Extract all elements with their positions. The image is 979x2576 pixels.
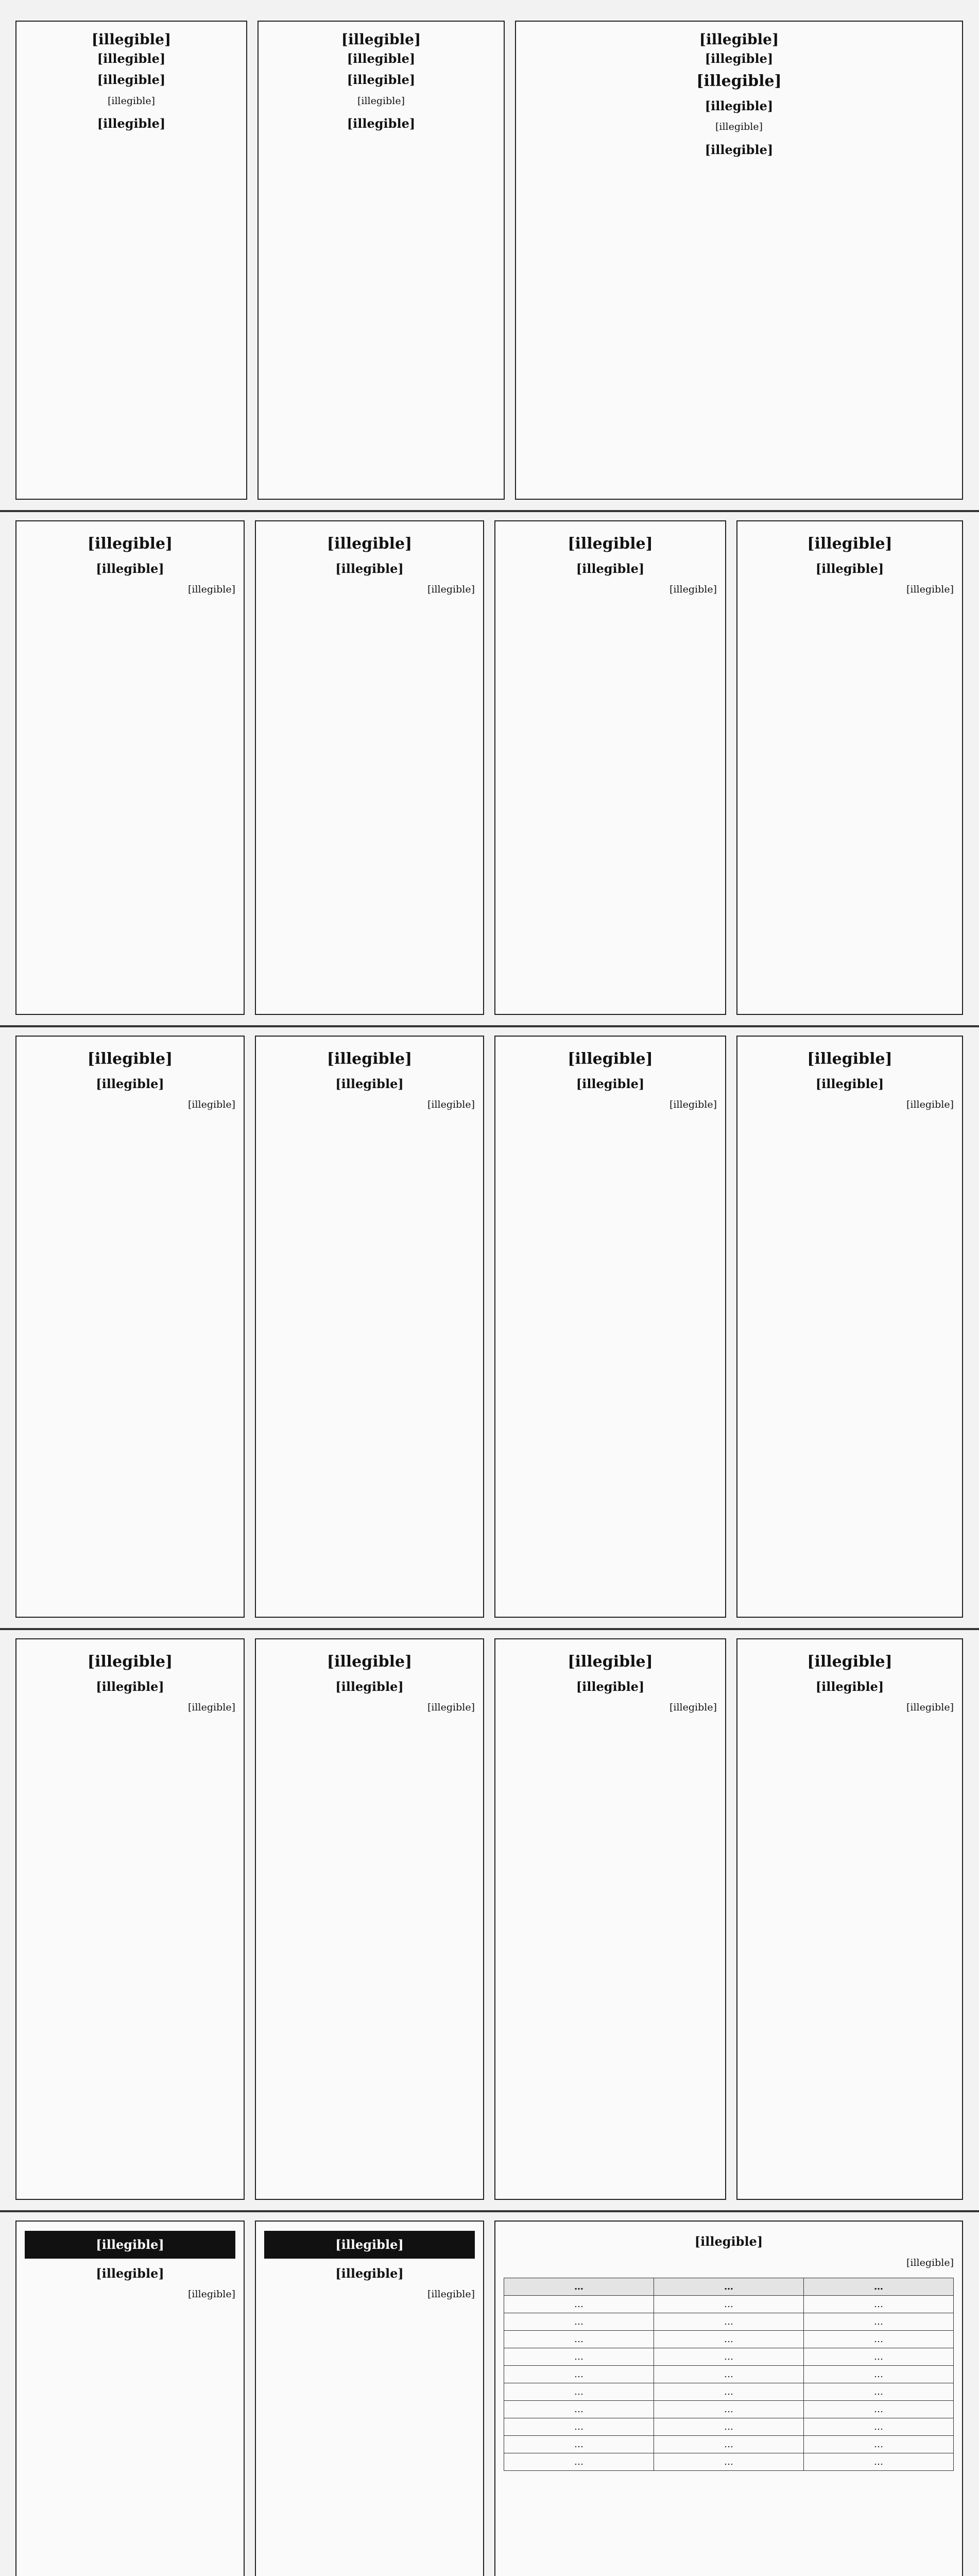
notice-row2-2-heading: [illegible]	[568, 535, 653, 553]
notice-row4-4-heading: [illegible]	[87, 1653, 173, 1671]
items-table-header-qty: …	[654, 2278, 804, 2296]
notice-lower-2	[15, 2221, 245, 2576]
notice-row4-4	[15, 1638, 245, 2200]
notice-row4-1-case: [illegible]	[815, 1679, 884, 1694]
notice-lower-1-banner: [illegible]	[264, 2231, 475, 2259]
notice-row1-3-ministry: [illegible]	[91, 31, 171, 48]
notice-row3-1	[736, 1036, 963, 1618]
items-table-header-item: …	[804, 2278, 954, 2296]
notice-row1-3-heading: [illegible]	[97, 72, 166, 87]
notice-row4-1	[736, 1638, 963, 2200]
notice-lower-1-body: [illegible]	[427, 2289, 475, 2300]
notice-row3-2	[494, 1036, 726, 1618]
notice-row4-3-case: [illegible]	[335, 1679, 404, 1694]
auction-body: [illegible]	[715, 121, 763, 133]
notice-row1-3	[15, 21, 247, 500]
table-row: … … …	[504, 2453, 954, 2471]
notice-row3-2-body: [illegible]	[669, 1099, 717, 1111]
notice-row3-3	[255, 1036, 484, 1618]
notice-row4-3	[255, 1638, 484, 2200]
notice-row1-3-dept: [illegible]	[97, 51, 166, 66]
notice-row3-1-heading: [illegible]	[807, 1050, 892, 1068]
table-row: … … …	[504, 2366, 954, 2383]
notice-row4-2-body: [illegible]	[669, 1702, 717, 1714]
notice-row4-1-heading: [illegible]	[807, 1653, 892, 1671]
long-announcement	[494, 2221, 963, 2576]
divider-2	[0, 1025, 979, 1027]
notice-row1-3-body: [illegible]	[107, 95, 156, 107]
notice-row4-3-heading: [illegible]	[327, 1653, 413, 1671]
department-title: [illegible]	[705, 51, 774, 66]
notice-row4-1-body: [illegible]	[906, 1702, 954, 1714]
table-row: … … …	[504, 2418, 954, 2436]
notice-row4-2-heading: [illegible]	[568, 1653, 653, 1671]
divider-4	[0, 2210, 979, 2212]
notice-row3-4-heading: [illegible]	[87, 1050, 173, 1068]
notice-row1-3-signature: [illegible]	[97, 116, 166, 131]
notice-row2-3	[255, 520, 484, 1015]
notice-lower-2-banner: [illegible]	[25, 2231, 235, 2259]
table-row: … … …	[504, 2348, 954, 2366]
table-row: … … …	[504, 2331, 954, 2348]
notice-row1-2-heading: [illegible]	[347, 72, 416, 87]
notice-lower-2-case: [illegible]	[96, 2265, 164, 2281]
notice-row3-4-body: [illegible]	[187, 1099, 235, 1111]
table-row: … … …	[504, 2296, 954, 2313]
auction-signature: [illegible]	[705, 142, 774, 157]
notice-row3-1-case: [illegible]	[815, 1076, 884, 1091]
notice-row2-1-heading: [illegible]	[807, 535, 892, 553]
auction-heading: [illegible]	[696, 72, 782, 90]
notice-row4-2	[494, 1638, 726, 2200]
divider-1	[0, 510, 979, 512]
notice-row2-1-body: [illegible]	[906, 584, 954, 596]
long-announcement-body: [illegible]	[906, 2257, 954, 2268]
notice-row3-4-case: [illegible]	[96, 1076, 164, 1091]
notice-row1-2-ministry: [illegible]	[341, 31, 421, 48]
auction-case: [illegible]	[705, 98, 774, 113]
notice-row3-3-body: [illegible]	[427, 1099, 475, 1111]
ministry-title: [illegible]	[699, 31, 779, 48]
auction-notice	[515, 21, 963, 500]
notice-row1-2-body: [illegible]	[357, 95, 405, 107]
items-table	[504, 2278, 954, 2471]
notice-row3-4	[15, 1036, 245, 1618]
notice-lower-2-body: [illegible]	[187, 2289, 235, 2300]
notice-row4-4-body: [illegible]	[187, 1702, 235, 1714]
notice-row2-4-heading: [illegible]	[87, 535, 173, 553]
notice-row4-4-case: [illegible]	[96, 1679, 164, 1694]
notice-row2-3-case: [illegible]	[335, 561, 404, 576]
notice-row2-1-case: [illegible]	[815, 561, 884, 576]
notice-row3-3-heading: [illegible]	[327, 1050, 413, 1068]
notice-row3-2-case: [illegible]	[576, 1076, 645, 1091]
notice-row2-4-case: [illegible]	[96, 561, 164, 576]
notice-row2-4	[15, 520, 245, 1015]
table-row: … … …	[504, 2313, 954, 2331]
notice-row3-1-body: [illegible]	[906, 1099, 954, 1111]
items-table-header-price: …	[504, 2278, 654, 2296]
notice-row2-4-body: [illegible]	[187, 584, 235, 596]
notice-row4-2-case: [illegible]	[576, 1679, 645, 1694]
notice-row3-3-case: [illegible]	[335, 1076, 404, 1091]
notice-lower-1-case: [illegible]	[335, 2265, 404, 2281]
notice-row2-3-heading: [illegible]	[327, 535, 413, 553]
notice-row3-2-heading: [illegible]	[568, 1050, 653, 1068]
notice-row2-1	[736, 520, 963, 1015]
notice-row1-2	[257, 21, 505, 500]
notice-row2-2-case: [illegible]	[576, 561, 645, 576]
notice-row4-3-body: [illegible]	[427, 1702, 475, 1714]
notice-row1-2-dept: [illegible]	[347, 51, 416, 66]
divider-3	[0, 1628, 979, 1630]
notice-row2-3-body: [illegible]	[427, 584, 475, 596]
table-row: … … …	[504, 2401, 954, 2418]
notice-row1-2-signature: [illegible]	[347, 116, 416, 131]
notice-lower-1	[255, 2221, 484, 2576]
table-row: … … …	[504, 2383, 954, 2401]
table-row: … … …	[504, 2436, 954, 2453]
notice-row2-2-body: [illegible]	[669, 584, 717, 596]
notice-row2-2	[494, 520, 726, 1015]
long-announcement-heading: [illegible]	[694, 2234, 763, 2249]
